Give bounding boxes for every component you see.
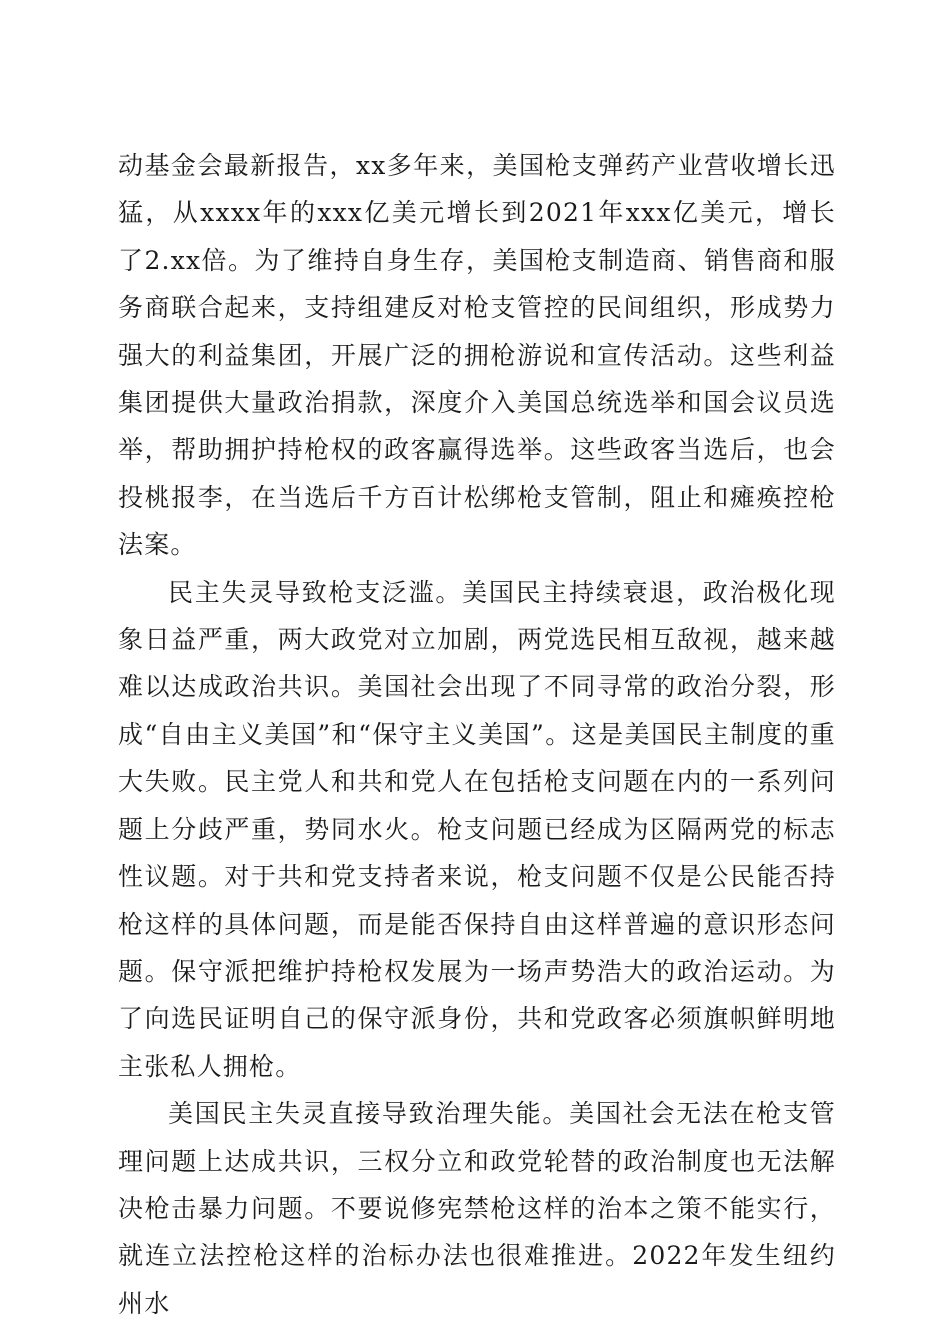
paragraph-2: 民主失灵导致枪支泛滥。美国民主持续衰退，政治极化现象日益严重，两大政党对立加剧，两党选民相互敌视，越来越难以达成政治共识。美国社会出现了不同寻常的政治分裂，形成“自由主义美国”和“保守主义美国”。这是美国民主制度的重大失败。民主党人和共和党人在包括枪支问题在内的一系列问题上分歧严重，势同水火。枪支问题已经成为区隔两党的标志性议题。对于共和党支持者来说，枪支问题不仅是公民能否持枪这样的具体问题，而是能否保持自由这样普遍的意识形态问题。保守派把维护持枪权发展为一场声势浩大的政治运动。为了向选民证明自己的保守派身份，共和党政客必须旗帜鲜明地主张私人拥枪。	[118, 577, 836, 1081]
paragraph-1: 动基金会最新报告，xx多年来，美国枪支弹药产业营收增长迅猛，从xxxx年的xxx亿美元增长到2021年xxx亿美元，增长了2.xx倍。为了维持自身生存，美国枪支制造商、销售商和服务商联合起来，支持组建反对枪支管控的民间组织，形成势力强大的利益集团，开展广泛的拥枪游说和宣传活动。这些利益集团提供大量政治捐款，深度介入美国总统选举和国会议员选举，帮助拥护持枪权的政客赢得选举。这些政客当选后，也会投桃报李，在当选后千方百计松绑枪支管制，阻止和瘫痪控枪法案。	[118, 151, 836, 560]
paragraph-3: 美国民主失灵直接导致治理失能。美国社会无法在枪支管理问题上达成共识，三权分立和政党轮替的政治制度也无法解决枪击暴力问题。不要说修宪禁枪这样的治本之策不能实行，就连立法控枪这样的治标办法也很难推进。2022年发生纽约州水	[118, 1099, 836, 1318]
document-body	[118, 142, 836, 1327]
